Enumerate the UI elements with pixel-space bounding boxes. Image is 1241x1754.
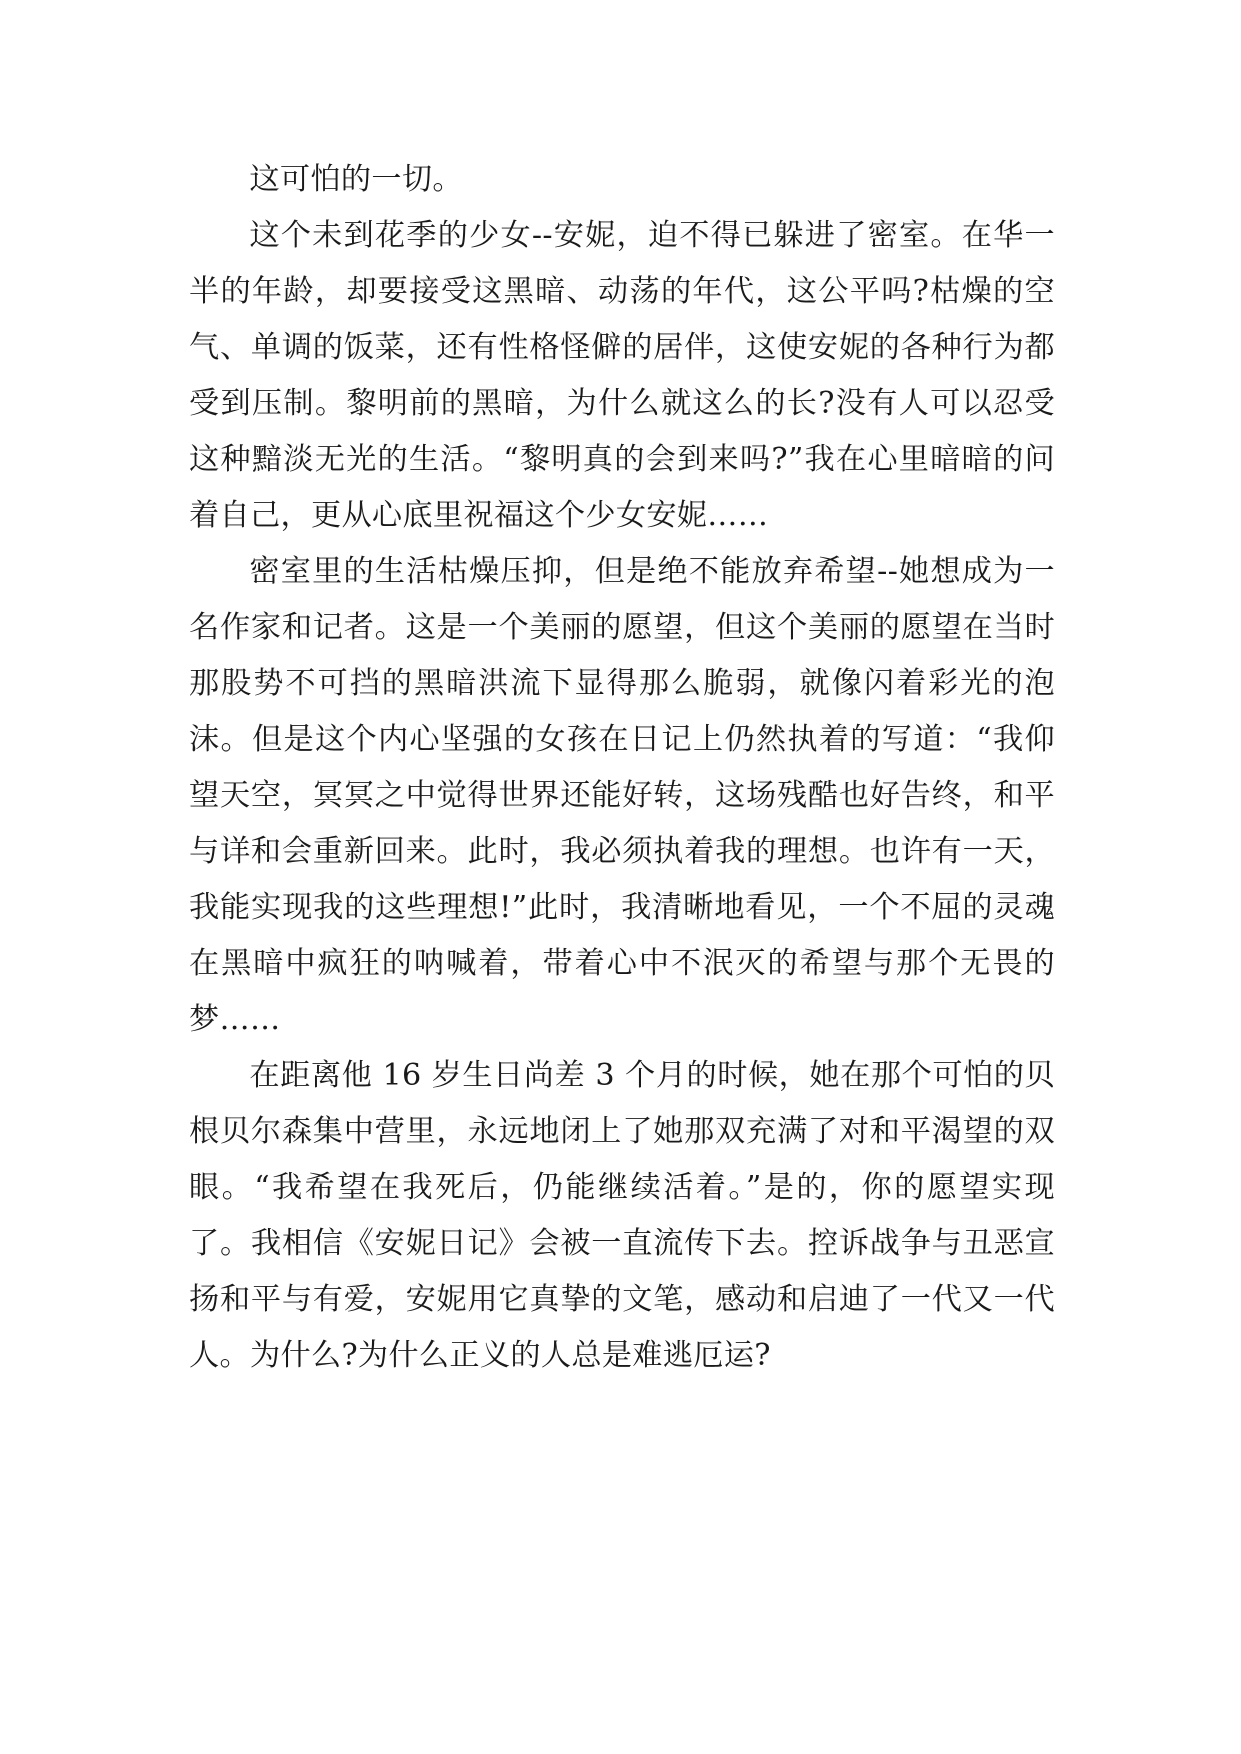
document-body: [189, 152, 1055, 1384]
paragraph-2: 这个未到花季的少女--安妮，迫不得已躲进了密室。在华一半的年龄，却要接受这黑暗、动荡的年代，这公平吗?枯燥的空气、单调的饭菜，还有性格怪僻的居伴，这使安妮的各种行为都受到压制。黎明前的黑暗，为什么就这么的长?没有人可以忍受这种黯淡无光的生活。“黎明真的会到来吗?”我在心里暗暗的问着自己，更从心底里祝福这个少女安妮……: [189, 218, 1055, 533]
paragraph-1: 这可怕的一切。: [249, 162, 463, 197]
paragraph-3: 密室里的生活枯燥压抑，但是绝不能放弃希望--她想成为一名作家和记者。这是一个美丽的愿望，但这个美丽的愿望在当时那股势不可挡的黑暗洪流下显得那么脆弱，就像闪着彩光的泡沫。但是这个内心坚强的女孩在日记上仍然执着的写道：“我仰望天空，冥冥之中觉得世界还能好转，这场残酷也好告终，和平与详和会重新回来。此时，我必须执着我的理想。也许有一天，我能实现我的这些理想!”此时，我清晰地看见，一个不屈的灵魂在黑暗中疯狂的呐喊着，带着心中不泯灭的希望与那个无畏的梦……: [189, 554, 1055, 1037]
paragraph-4: 在距离他 16 岁生日尚差 3 个月的时候，她在那个可怕的贝根贝尔森集中营里，永远地闭上了她那双充满了对和平渴望的双眼。“我希望在我死后，仍能继续活着。”是的，你的愿望实现了。我相信《安妮日记》会被一直流传下去。控诉战争与丑恶宣扬和平与有爱，安妮用它真挚的文笔，感动和启迪了一代又一代人。为什么?为什么正义的人总是难逃厄运?: [189, 1058, 1055, 1373]
